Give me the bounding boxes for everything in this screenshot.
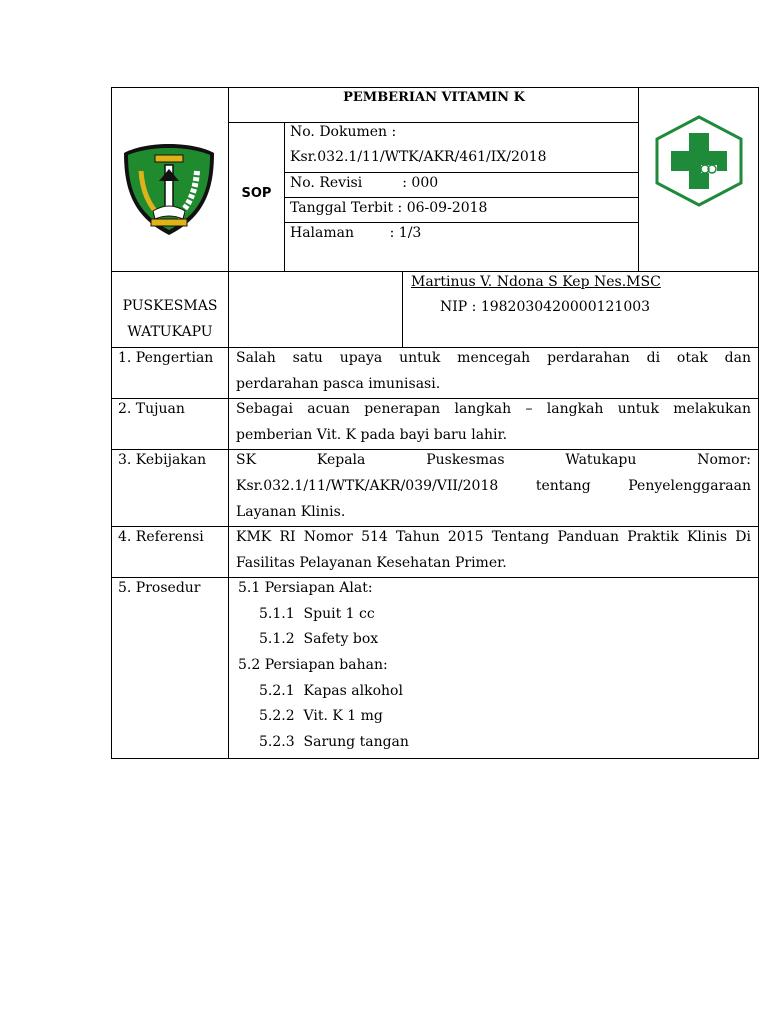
tujuan-line-2: pemberian Vit. K pada bayi baru lahir. <box>236 427 508 443</box>
row-line-4 <box>111 577 759 578</box>
prosedur-line-5: 5.2.1 Kapas alkohol <box>259 683 403 699</box>
detail-line-3 <box>284 222 639 223</box>
prosedur-line-3: 5.1.2 Safety box <box>259 631 379 647</box>
tujuan-line-1: Sebagai acuan penerapan langkah – langkah untuk melakukan <box>236 401 751 417</box>
prosedur-line-2: 5.1.1 Spuit 1 cc <box>259 606 375 622</box>
doc-number-value: Ksr.032.1/11/WTK/AKR/461/IX/2018 <box>290 149 547 165</box>
org-name-line1: PUSKESMAS <box>122 298 218 314</box>
section-label-kebijakan: 3. Kebijakan <box>118 452 207 468</box>
signatory-name: Martinus V. Ndona S Kep Nes.MSC <box>411 274 661 290</box>
kebijakan-line-2: Ksr.032.1/11/WTK/AKR/039/VII/2018 tentang Penyelenggaraan <box>236 478 751 494</box>
detail-line-1 <box>284 172 639 173</box>
org-name-line2: WATUKAPU <box>127 324 213 340</box>
sop-label: SOP <box>241 186 272 201</box>
org-divider-1 <box>228 271 229 348</box>
prosedur-line-4: 5.2 Persiapan bahan: <box>238 657 388 673</box>
pengertian-line-2: perdarahan pasca imunisasi. <box>236 376 441 392</box>
page-number: Halaman : 1/3 <box>290 225 422 241</box>
org-divider-2 <box>402 271 403 348</box>
detail-line-2 <box>284 197 639 198</box>
section-label-pengertian: 1. Pengertian <box>118 350 214 366</box>
referensi-line-1: KMK RI Nomor 514 Tahun 2015 Tentang Panduan Praktik Klinis Di <box>236 529 751 545</box>
revision-number: No. Revisi : 000 <box>290 175 439 191</box>
puskesmas-logo <box>655 115 743 207</box>
referensi-line-2: Fasilitas Pelayanan Kesehatan Primer. <box>236 555 507 571</box>
section-label-tujuan: 2. Tujuan <box>118 401 185 417</box>
issue-date: Tanggal Terbit : 06-09-2018 <box>290 200 488 216</box>
prosedur-line-7: 5.2.3 Sarung tangan <box>259 734 409 750</box>
org-row-bottom <box>111 347 759 348</box>
header-bottom <box>111 271 759 272</box>
row-line-1 <box>111 398 759 399</box>
prosedur-line-6: 5.2.2 Vit. K 1 mg <box>259 708 383 724</box>
signatory-nip: NIP : 198203042000012100​3 <box>440 299 651 315</box>
body-column-divider <box>228 347 229 759</box>
regional-crest-logo <box>121 141 217 237</box>
doc-number-label: No. Dokumen : <box>290 124 397 140</box>
row-line-3 <box>111 526 759 527</box>
section-label-prosedur: 5. Prosedur <box>118 580 201 596</box>
pengertian-line-1: Salah satu upaya untuk mencegah perdarahan di otak dan <box>236 350 751 366</box>
header-divider-right <box>638 87 639 272</box>
section-label-referensi: 4. Referensi <box>118 529 204 545</box>
row-line-2 <box>111 449 759 450</box>
kebijakan-line-1: SK Kepala Puskesmas Watukapu Nomor: <box>236 452 751 468</box>
kebijakan-line-3: Layanan Klinis. <box>236 504 346 520</box>
prosedur-line-1: 5.1 Persiapan Alat: <box>238 580 373 596</box>
document-title: PEMBERIAN VITAMIN K <box>343 90 525 105</box>
header-divider-left <box>228 87 229 272</box>
